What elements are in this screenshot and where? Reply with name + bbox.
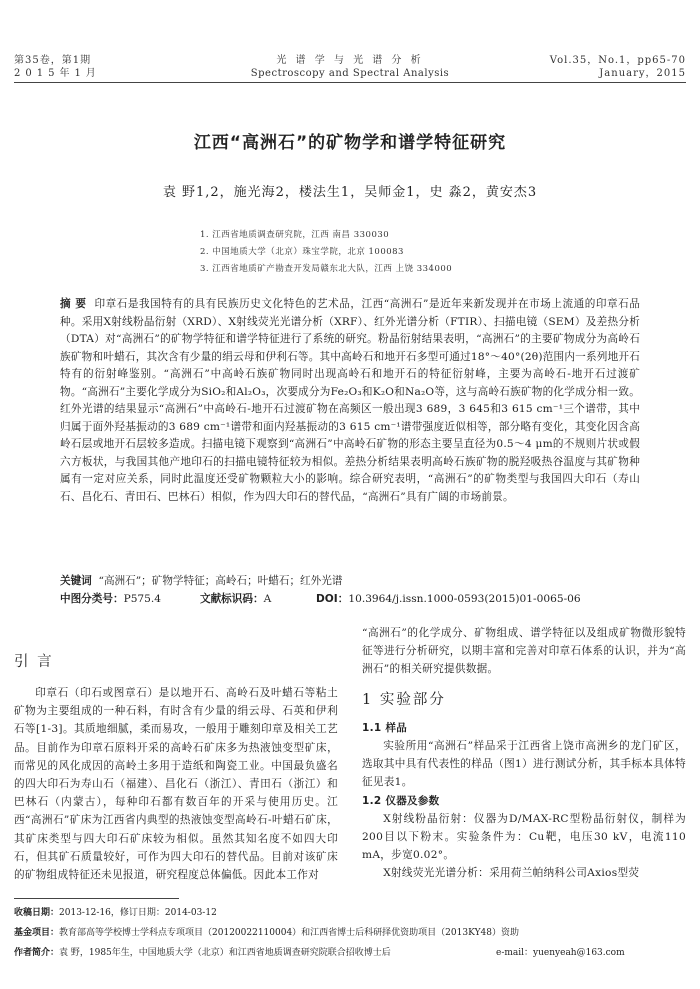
footnote-rule bbox=[14, 898, 179, 899]
affiliation-3: 3. 江西省地质矿产勘查开发局赣东北大队，江西 上饶 334000 bbox=[200, 264, 453, 274]
received-dates: 2013-12-16，修订日期：2014-03-12 bbox=[59, 908, 217, 918]
header-volume-en: Vol.35，No.1，pp65-70 January，2015 bbox=[549, 55, 686, 79]
clc-number: P575.4 bbox=[123, 593, 162, 605]
bio-label: 作者简介： bbox=[14, 948, 60, 958]
header-volume: 第35卷，第1期 2015年1月 bbox=[14, 55, 101, 79]
right-column bbox=[362, 624, 686, 883]
author-list: 袁 野1,2，施光海2，楼法生1，吴师金1，史 淼2，黄安杰3 bbox=[162, 185, 538, 200]
received-label: 收稿日期： bbox=[14, 908, 60, 918]
intro-body bbox=[14, 684, 338, 884]
bio-text: 袁 野，1985年生，中国地质大学（北京）和江西省地质调查研究院联合招收博士后 bbox=[59, 948, 391, 958]
fund-line bbox=[14, 925, 519, 938]
fund-text: 教育部高等学校博士学科点专项项目（20120022110004）和江西省博士后科研择优资助项目（2013KY48）资助 bbox=[59, 928, 519, 938]
subsection-samples: 1.1 样品 bbox=[362, 721, 408, 734]
doc-code-label: 文献标识码： bbox=[200, 593, 264, 605]
keywords-line bbox=[60, 574, 342, 589]
abstract bbox=[60, 296, 640, 506]
doi-line bbox=[316, 592, 581, 607]
author-email: e-mail：yuenyeah@163.com bbox=[496, 948, 625, 958]
subsection-instruments: 1.2 仪器及参数 bbox=[362, 794, 440, 807]
abstract-text: 印章石是我国特有的具有民族历史文化特色的艺术品，江西“高洲石”是近年来新发现并在市场上流通的印章石品种。采用X射线粉晶衍射（XRD）、X射线荧光光谱分析（XRF）、红外光谱分析（FTIR）、扫描电镜（SEM）及差热分析（DTA）对“高洲石”的矿物学特征和谱学特征进行了系统的研究。粉晶衍射结果表明，“高洲石”的主要矿物成分为高岭石族矿物和叶蜡石，其次含有少量的绢云母和伊利石等。其中高岭石和地开石多型可通过18°～40°(2θ)范围内一系列地开石特有的衍射峰鉴别。“高洲石”中高岭石族矿物同时出现高岭石和地开石的特征衍射峰，主要为高岭石-地开石过渡矿物。“高洲石”主要化学成分为SiO₂和Al₂O₃，次要成分为Fe₂O₃和K₂O和Na₂O等，这与高岭石族矿物的化学成分相一致。红外光谱的结果显示“高洲石”中高岭石-地开石过渡矿物在高频区一般出现3 689，3 645和3 615 cm⁻¹三个谱带，其中归属于面外羟基振动的3 689 cm⁻¹谱带和面内羟基振动的3 615 cm⁻¹谱带强度近似相等，部分略有变化，其变化因含高岭石层或地开石层较多造成。扫描电镜下观察到“高洲石”中高岭石矿物的形态主要呈直径为0.5～4 μm的不规则片状或假六方板状，与我国其他产地印石的扫描电镜特征较为相似。差热分析结果表明高岭石族矿物的脱羟吸热谷温度与其矿物种属有一定对应关系，同时此温度还受矿物颗粒大小的影响。综合研究表明，“高洲石”的矿物类型与我国四大印石（寿山石、昌化石、青田石、巴林石）相似，作为四大印石的替代品，“高洲石”具有广阔的市场前景。 bbox=[60, 298, 640, 503]
right-paragraph-2: 实验所用“高洲石”样品采于江西省上饶市高洲乡的龙门矿区，选取其中具有代表性的样品（图1）进行测试分析，其手标本具体特征见表1。 bbox=[362, 740, 686, 789]
clc-label: 中图分类号： bbox=[60, 593, 124, 605]
article-title: 江西“高洲石”的矿物学和谱学特征研究 bbox=[193, 133, 507, 153]
fund-label: 基金项目： bbox=[14, 928, 60, 938]
received-line bbox=[14, 905, 217, 918]
affiliation-2: 2. 中国地质大学（北京）珠宝学院，北京 100083 bbox=[200, 247, 404, 257]
header-journal: 光 谱 学 与 光 谱 分 析 Spectroscopy and Spectral Analysis bbox=[250, 55, 450, 79]
clc-line bbox=[60, 592, 161, 607]
intro-paragraph: 印章石（印石或图章石）是以地开石、高岭石及叶蜡石等粘土矿物为主要组成的一种石料，有时含有少量的绢云母、石英和伊利石等[1-3]。其质地细腻，柔而易攻，一般用于雕刻印章及相关工艺品。目前作为印章石原料开采的高岭石矿床多为热液蚀变型矿床，而常见的风化成因的高岭土多用于造纸和陶瓷工业。中国最负盛名的四大印石为寿山石（福建）、昌化石（浙江）、青田石（浙江）和巴林石（内蒙古），每种印石都有数百年的开采与使用历史。江西“高洲石”矿床为江西省内典型的热液蚀变型高岭石-叶蜡石矿床，其矿床类型与四大印石矿床较为相似。虽然其知名度不如四大印石，但其矿石质量较好，可作为四大印石的替代品。目前对该矿床的矿物组成特征还未见报道，研究程度总体偏低。因此本工作对 bbox=[14, 687, 338, 882]
doc-code-line bbox=[200, 592, 271, 607]
intro-heading: 引 言 bbox=[14, 654, 54, 670]
header-rule bbox=[14, 82, 686, 83]
keywords: “高洲石”；矿物学特征；高岭石；叶蜡石；红外光谱 bbox=[98, 575, 343, 587]
right-paragraph-1: “高洲石”的化学成分、矿物组成、谱学特征以及组成矿物微形貌特征等进行分析研究，以期丰富和完善对印章石体系的认识，并为“高洲石”的相关研究提供数据。 bbox=[362, 627, 686, 676]
doc-code: A bbox=[263, 593, 272, 605]
bio-line bbox=[14, 945, 391, 958]
right-paragraph-3: X射线粉晶衍射：仪器为D/MAX-RC型粉晶衍射仪，制样为200目以下粉末。实验条件为：Cu靶，电压30 kV，电流110 mA，步宽0.02°。 bbox=[362, 812, 686, 862]
right-paragraph-4: X射线荧光光谱分析：采用荷兰帕纳科公司Axios型荧 bbox=[383, 867, 640, 880]
section-heading-experiment: 1 实验部分 bbox=[362, 691, 446, 708]
abstract-label: 摘 要 bbox=[60, 298, 87, 310]
doi: 10.3964/j.issn.1000-0593(2015)01-0065-06 bbox=[348, 593, 581, 605]
affiliation-1: 1. 江西省地质调查研究院，江西 南昌 330030 bbox=[200, 230, 390, 240]
keywords-label: 关键词 bbox=[60, 575, 92, 587]
doi-label: DOI： bbox=[316, 593, 349, 605]
